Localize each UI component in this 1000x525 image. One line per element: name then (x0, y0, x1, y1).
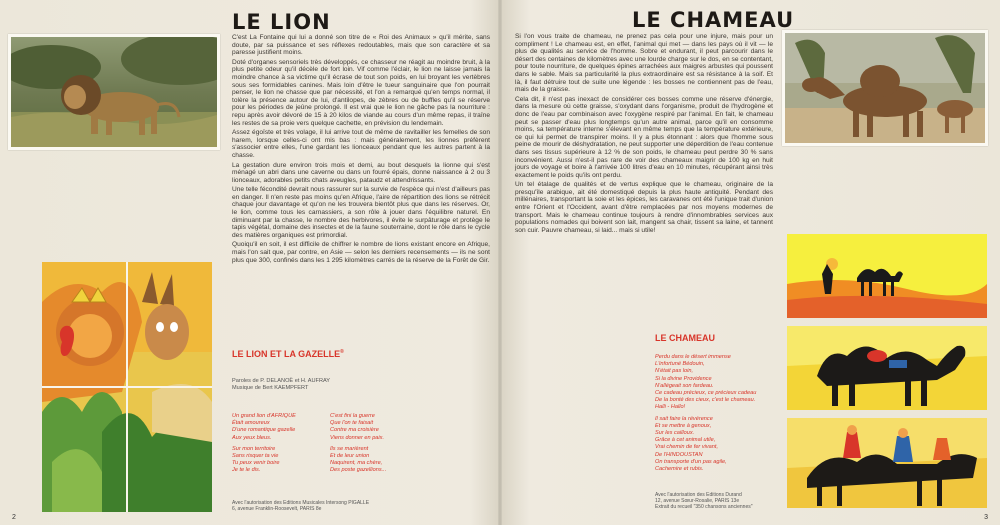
lyric-line: Perdu dans le désert immense (655, 354, 731, 360)
camel-title: LE CHAMEAU (632, 8, 795, 32)
lyric-line: N'était pas loin, (655, 368, 694, 375)
lion-title: LE LION (232, 10, 331, 34)
registered-mark: ® (340, 349, 344, 355)
lyric-line: Tu peux venir boire (232, 460, 280, 467)
camel-photo (782, 30, 988, 146)
lion-paragraph: Quoiqu'il en soit, il est difficile de chiffrer le nombre de lions existant encore en Afrique, mais l'on sait que, par contre, en Asie — selon les derniers recensements — ils ne sont plus que 300, confinés dans les 1 295 kilomètres carrés de la réserve de la Forêt de Gir. (232, 241, 490, 264)
page-number-left: 2 (12, 514, 16, 521)
lion-gazelle-image (42, 262, 212, 512)
lyric-line: Si la divine Providence (655, 375, 712, 382)
copyright-line: Avec l'autorisation des Editions Musicales Intersong PIGALLE (232, 500, 370, 506)
camel-riders-image (787, 418, 987, 508)
camel-caravan-image (787, 234, 987, 318)
camel-tile-3 (787, 418, 987, 508)
lyric-line: De la bonté des cieux, c'est le chameau. (655, 397, 756, 404)
lyric-line: Des poste gazellions... (330, 467, 387, 474)
camel-paragraph: Si l'on vous traite de chameau, ne prenez pas cela pour une injure, mais pour un compliment ! Le chameau est, en effet, l'animal qui met — dans les pays où il vit — le plus de qualités au service de l'homme. Sobre et endurant, il peut parcourir dans le désert des centaines de kilomètres avec une lourde charge sur le dos, en se contentant, pour toute nourriture, de quelques épines arrachées aux maigres arbustes qui poussent dans le sable. Mais sa particularité la plus extraordinaire est sa résistance à la soif. Et là, il faut détruire tout de suite une légende : les bosses ne contiennent pas de l'eau, mais de la graisse. (515, 33, 773, 94)
lion-paragraph: C'est La Fontaine qui lui a donné son titre de « Roi des Animaux » qu'il mérite, sans doute, par sa puissance et ses réflexes redoutables, mais que son caractère et sa paresse justifient moins. (232, 34, 490, 57)
lyric-line: Ce cadeau précieux, ce précieux cadeau (655, 390, 757, 397)
page-fold (498, 0, 502, 525)
lyric-line: Un grand lion d'AFRIQUE (232, 413, 296, 419)
lyric-line: Naquirent, ma chère, (330, 460, 383, 467)
camel-tile-2 (787, 326, 987, 410)
lion-copyright (232, 500, 369, 512)
lion-paragraph: La gestation dure environ trois mois et demi, au bout desquels la lionne qui s'est ménagé un abri dans une caverne ou dans un fourré épais, donne naissance à 2 ou 3 lionceaux, adorables petits chats aveugles, pataudz et attendrissants. (232, 161, 490, 184)
lion-text (232, 34, 490, 266)
page-number-right: 3 (984, 514, 988, 521)
lyric-line: N'allégeait son fardeau. (655, 382, 714, 389)
lyric-line: C'est fini la guerre (330, 413, 375, 419)
lyric-line: D'une romantique gazelle (232, 427, 296, 434)
lyric-line: Et de leur union (330, 453, 370, 460)
copyright-line: Avec l'autorisation des Editions Durand (655, 492, 742, 498)
lyric-line: De l'HINDOUSTAN (655, 451, 703, 458)
lyric-line: Je te le dis. (232, 467, 261, 474)
lion-paragraph: Assez égoïste et très volage, il lui arrive tout de même de ravitailler les femelles de son harem, lorsque celles-ci ont mis bas : mais généralement, les lionnes préfèrent s'associer entre elles, l'une gardant les lionceaux pendant que les autres partent à la chasse. (232, 129, 490, 159)
lion-song-title (232, 349, 344, 359)
copyright-line: Extrait du recueil "350 chansons anciennes" (655, 504, 753, 510)
lion-lyrics-right (330, 413, 386, 475)
lyric-line: Que l'on te faisait (330, 420, 374, 427)
lyric-line: Il sait faire la révérence (655, 415, 713, 422)
lion-paragraph: Doté d'organes sensoriels très développés, ce chasseur ne réagit au moindre bruit, à la plus petite odeur qu'il décèle de fort loin. Vif comme l'éclair, le lion ne laisse jamais la moindre chance à sa victime qu'il écrase de tout son poids, en lui broyant les vertèbres sous ses formidables canines. Mais loin d'être le tueur sanguinaire que l'on pourrait penser, le lion ne chasse que par nécessité, et l'on a remarqué qu'en temps normal, il tolère la présence autour de lui, d'antilopes, de zèbres ou de buffles qu'il se réserve pour les périodes de jeûne prolongé. Il est vrai que le lion ne gâche pas la nourriture : repu après avoir dévoré de 15 à 20 kilos de viande au cours d'un même repas, il traîne les restes de sa proie vers quelque cachette, en prévision du lendemain. (232, 58, 490, 127)
lyric-line: Viens donner en paix. (330, 434, 385, 441)
credit-line: Paroles de P. DELANOË et H. AUFRAY (232, 378, 331, 384)
lion-song-title-text: LE LION ET LA GAZELLE (232, 349, 341, 359)
camel-text (515, 33, 773, 236)
lyric-line: On transporte d'un pas agile, (655, 458, 727, 465)
camel-paragraph: Cela dit, il n'est pas inexact de considérer ces bosses comme une réserve d'énergie, dans la mesure où cette graisse, s'oxydant dans l'organisme, produit de l'hydrogène et donc de l'eau par combinaison avec l'oxygène respiré par l'animal. En fait, le chameau peut se passer d'eau plus longtemps qu'un autre animal, parce qu'il en consomme moins, sa température interne s'élevant en même temps que la température extérieure, ce qui lui permet de transpirer moins. Il y a plus étonnant : alors que l'homme sous peine de mourir de déshydratation, ne peut supporter une déperdition de l'eau contenue dans ses tissus supérieure à 12 % de son poids, le chameau peut perdre 30 % sans inconvénient. Aussi n'est-il pas rare de voir des chameaux maigrir de 100 kg en huit jours de voyage et boire à l'arrivée 100 litres d'eau en 10 minutes, récupérant ainsi très exactement le poids qu'ils ont perdu. (515, 95, 773, 179)
camel-photo-image (785, 33, 985, 143)
camel-lyrics (655, 354, 756, 473)
copyright-line: 12, avenue Sœur-Rosalie, PARIS 13e (655, 498, 740, 504)
lion-lyrics-left (232, 413, 296, 475)
lyric-line: Grâce à cet animal utile, (655, 437, 716, 444)
lion-photo-image (11, 37, 217, 147)
lyric-line: Sans risquer ta vie (232, 453, 279, 460)
lyric-line: Sur les cailloux. (655, 430, 695, 437)
copyright-line: 6, avenue Franklin-Roosevelt, PARIS 8e (232, 506, 322, 512)
lyric-line: Aux yeux bleus. (232, 434, 272, 441)
lyric-line: Ils se marièrent (330, 445, 369, 452)
lyric-line: L'infortuné Bédouin, (655, 361, 705, 368)
lyric-line: Contre ma croisière (330, 427, 379, 434)
lyric-line: Vrai chemin de fer vivant, (655, 444, 719, 451)
lion-gazelle-illustration (42, 262, 212, 512)
camel-copyright (655, 492, 753, 510)
camel-paragraph: Un tel étalage de qualités et de vertus explique que le chameau, originaire de la presqu'île arabique, ait été domestiqué depuis la plus haute antiquité. Pendant des millénaires, transportant la soie et les épices, les caravanes ont été l'unique trait d'union entre l'Orient et l'Occident, avant d'être remplacées par nos moyens modernes de transport. Mais le chameau continue toujours à rendre d'innombrables services aux populations nomades qui boivent son lait, mangent sa chair, tissent sa laine, et tannent son cuir. Pauvre chameau, si laid... mais si utile! (515, 181, 773, 234)
lyric-line: Et se mettre à genoux, (655, 422, 712, 429)
credit-line: Musique de Bert KAEMPFERT (232, 384, 309, 391)
lyric-line: Était amoureux (232, 420, 270, 427)
lyric-line: Cachemire et rubis. (655, 466, 704, 473)
lion-paragraph: Une telle fécondité devrait nous rassurer sur la survie de l'espèce qui n'est d'ailleurs pas en danger. Il n'en reste pas moins qu'en Afrique, l'aire de répartition des lions se rétrécit chaque jour davantage et qu'on ne les trouvera bientôt plus que dans les réserves. Or, le lion, comme tous les carnassiers, a son rôle à jouer dans l'équilibre naturel. En diminuant par la chasse, le nombre des herbivores, il évite le surpâturage et protège le tapis végétal, domaine des insectes et de la faune souterraine, dont le rôle dans le cycle des matières organiques est primordial. (232, 186, 490, 239)
lion-song-credits (232, 378, 330, 391)
lyric-line: Sur mon territoire (232, 445, 276, 452)
camel-silhouette-image (787, 326, 987, 410)
lyric-line: Halli - Hallo! (655, 404, 686, 411)
lion-photo (8, 34, 220, 150)
camel-song-title: LE CHAMEAU (655, 333, 715, 343)
camel-tile-1 (787, 234, 987, 318)
